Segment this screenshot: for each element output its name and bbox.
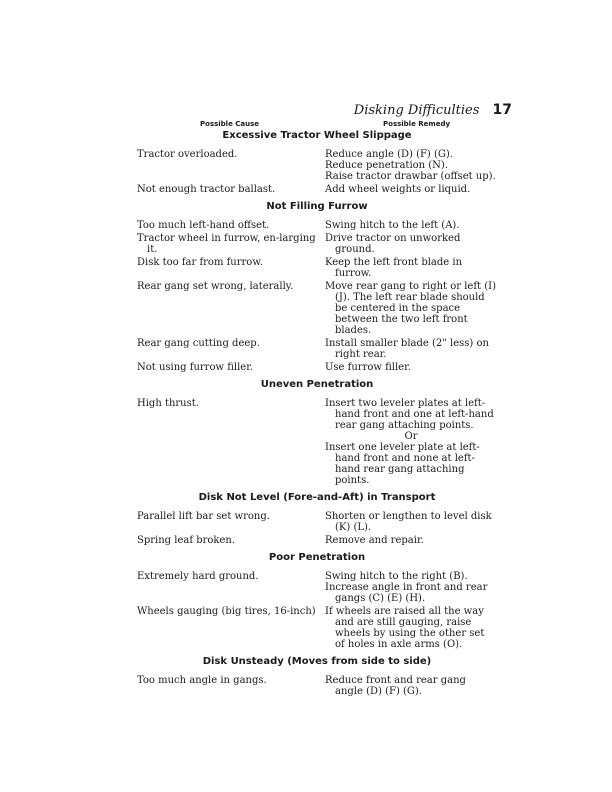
cause-text: Rear gang cutting deep. [137,338,260,349]
section [137,130,497,195]
cause-cell [137,149,325,182]
remedy-text: Add wheel weights or liquid. [325,184,471,195]
remedy-cell [325,571,497,604]
cause-cell [137,362,325,373]
remedy-cell [325,606,497,650]
section-title: Disk Unsteady (Moves from side to side) [202,656,432,667]
section-title: Uneven Penetration [260,379,374,390]
remedy-cell [325,233,497,255]
remedy-text: Swing hitch to the right (B). [325,571,468,582]
remedy-text: Move rear gang to right or left (I) (J). The left rear blade should be centered in the space between the two left front blades. [325,281,496,336]
cause-cell [137,606,325,650]
table-row [137,675,497,697]
remedy-cell [325,535,497,546]
remedy-cell [325,184,497,195]
remedy-cell [325,257,497,279]
remedy-text: Drive tractor on unworked ground. [325,233,461,255]
section-title: Disk Not Level (Fore-and-Aft) in Transport [198,492,436,503]
remedy-text: Raise tractor drawbar (offset up). [325,171,496,182]
cause-cell [137,220,325,231]
table-row [137,257,497,279]
table-row [137,184,497,195]
cause-text: Too much left-hand offset. [137,220,270,231]
table-row [137,511,497,533]
cause-text: Not enough tractor ballast. [137,184,276,195]
section-title: Not Filling Furrow [266,201,368,212]
remedy-text: Insert two leveler plates at left-hand front and one at left-hand rear gang attaching points. [325,398,494,431]
section [137,552,497,650]
running-head [354,99,512,118]
table-row [137,606,497,650]
remedy-cell [325,220,497,231]
section [137,656,497,697]
cause-text: Spring leaf broken. [137,535,236,546]
cause-text: Not using furrow filler. [137,362,254,373]
remedy-text: Swing hitch to the left (A). [325,220,460,231]
table-row [137,338,497,360]
cause-text: Parallel lift bar set wrong. [137,511,270,522]
page-number: 17 [492,102,512,118]
cause-text: Rear gang set wrong, laterally. [137,281,294,292]
remedy-cell [325,338,497,360]
table-row [137,281,497,336]
remedy-column-label: Possible Remedy [383,120,451,128]
cause-cell [137,338,325,360]
section-title: Poor Penetration [268,552,366,563]
remedy-cell [325,281,497,336]
remedy-cell [325,398,497,486]
remedy-text: If wheels are raised all the way and are still gauging, raise wheels by using the other set of holes in axle arms (O). [325,606,485,650]
remedy-text: Reduce angle (D) (F) (G). [325,149,453,160]
table-row [137,535,497,546]
remedy-text: Install smaller blade (2" less) on right rear. [325,338,489,360]
section-title: Excessive Tractor Wheel Slippage [222,130,412,141]
cause-text: Extremely hard ground. [137,571,259,582]
remedy-cell [325,149,497,182]
cause-cell [137,511,325,533]
page-title: Disking Difficulties [353,103,480,118]
remedy-text: Use furrow filler. [325,362,411,373]
table-row [137,233,497,255]
section [137,201,497,373]
cause-column-label: Possible Cause [200,120,260,128]
remedy-text: Shorten or lengthen to level disk (K) (L). [325,511,492,533]
section [137,379,497,486]
cause-cell [137,398,325,486]
cause-cell [137,233,325,255]
table-row [137,398,497,486]
cause-cell [137,535,325,546]
remedy-text: Reduce penetration (N). [325,160,449,171]
table-row [137,149,497,182]
cause-cell [137,184,325,195]
remedy-text: Keep the left front blade in furrow. [325,257,463,279]
section [137,492,497,546]
remedy-cell [325,362,497,373]
cause-cell [137,675,325,697]
cause-cell [137,257,325,279]
cause-text: Too much angle in gangs. [137,675,267,686]
remedy-cell [325,675,497,697]
troubleshooting-table [137,130,497,703]
remedy-text: Reduce front and rear gang angle (D) (F) (G). [325,675,466,697]
cause-cell [137,571,325,604]
remedy-text: Increase angle in front and rear gangs (C) (E) (H). [325,582,488,604]
cause-text: High thrust. [137,398,199,409]
cause-text: Disk too far from furrow. [137,257,263,268]
remedy-text: Or [404,431,418,442]
table-row [137,362,497,373]
remedy-cell [325,511,497,533]
cause-text: Tractor overloaded. [137,149,238,160]
cause-text: Wheels gauging (big tires, 16-inch) [137,606,316,617]
cause-cell [137,281,325,336]
cause-text: Tractor wheel in furrow, en-larging it. [137,233,316,255]
table-row [137,571,497,604]
table-row [137,220,497,231]
remedy-text: Insert one leveler plate at left-hand front and none at left-hand rear gang attaching points. [325,442,480,486]
remedy-text: Remove and repair. [325,535,424,546]
